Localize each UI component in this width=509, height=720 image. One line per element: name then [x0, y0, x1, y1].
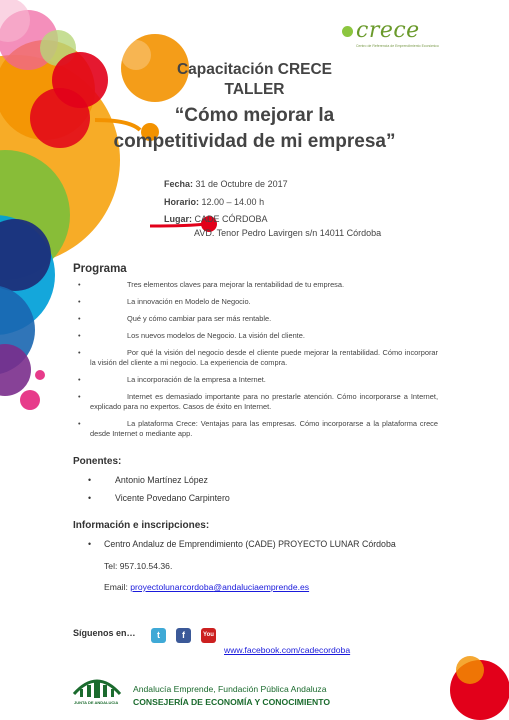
list-item: • Internet es demasiado importante para no prestarle atención. Cómo incorporarse a Internet, explicado para no expertos. Casos de éxito en Internet. [78, 392, 438, 411]
email-label: Email: [104, 582, 131, 592]
speaker-name: Antonio Martínez López [115, 475, 208, 485]
list-item: • Por qué la visión del negocio desde el cliente puede mejorar la rentabilidad. Cómo incorporar la visión del cliente a mi negocio. La experiencia de compra. [78, 348, 438, 367]
bullet-icon: • [88, 539, 92, 549]
speaker-name: Vicente Povedano Carpintero [115, 493, 230, 503]
contact-center: Centro Andaluz de Emprendimiento (CADE) PROYECTO LUNAR Córdoba [104, 539, 396, 549]
email-link[interactable]: proyectolunarcordoba@andaluciaemprende.es [130, 582, 310, 592]
twitter-icon[interactable]: t [151, 628, 166, 643]
bullet-icon: • [78, 419, 81, 428]
crece-logo [340, 20, 440, 50]
bullet-icon: • [78, 297, 81, 306]
list-item: • La incorporación de la empresa a Internet. [78, 375, 266, 384]
facebook-icon[interactable]: f [176, 628, 191, 643]
bullet-icon: • [78, 348, 81, 357]
programa-list [78, 280, 438, 446]
ponentes-heading: Ponentes: [73, 456, 122, 467]
logo-dot-icon [342, 26, 353, 37]
bullet-icon: • [78, 314, 81, 323]
event-title-line3: “Cómo mejorar la [174, 105, 335, 126]
contact-heading: Información e inscripciones: [73, 520, 210, 531]
event-title-line2: TALLER [224, 81, 285, 98]
bullet-icon: • [78, 331, 81, 340]
event-title-line1: Capacitación CRECE [176, 61, 333, 78]
time-value: 12.00 – 14.00 h [199, 197, 265, 207]
programa-heading: Programa [73, 263, 127, 275]
bullet-icon: • [88, 493, 92, 503]
date-label: Fecha: [164, 179, 194, 189]
list-item: • Qué y cómo cambiar para ser más rentable. [78, 314, 272, 323]
social-heading: Síguenos en… [73, 628, 136, 638]
list-item: • La innovación en Modelo de Negocio. [78, 297, 251, 306]
bullet-icon: • [78, 392, 81, 401]
junta-andalucia-logo [70, 672, 124, 712]
event-title-line4: competitividad de mi empresa” [113, 131, 396, 152]
footer-line1: Andalucía Emprende, Fundación Pública Andaluza [133, 684, 327, 694]
facebook-link[interactable]: www.facebook.com/cadecordoba [224, 645, 351, 655]
logo-subtitle: Centro de Referencia de Emprendimiento Económico [356, 44, 439, 48]
date-value: 31 de Octubre de 2017 [193, 179, 288, 189]
list-item: • Los nuevos modelos de Negocio. La visión del cliente. [78, 331, 305, 340]
place-value: CADE CÓRDOBA [192, 214, 268, 224]
list-item: • Tres elementos claves para mejorar la rentabilidad de tu empresa. [78, 280, 345, 289]
event-address: AVD. Tenor Pedro Lavirgen s/n 14011 Córdoba [194, 228, 382, 238]
logo-text: crece [356, 18, 420, 43]
list-item: • La plataforma Crece: Ventajas para las empresas. Cómo incorporarse a la plataforma crece desde Internet o mediante app. [78, 419, 438, 438]
junta-label: JUNTA DE ANDALUCIA [74, 700, 119, 705]
place-label: Lugar: [164, 214, 192, 224]
event-place [164, 214, 268, 224]
contact-email [104, 582, 309, 592]
event-date [164, 179, 288, 189]
bullet-icon: • [88, 475, 92, 485]
contact-phone: Tel: 957.10.54.36. [104, 561, 173, 571]
event-time [164, 197, 264, 207]
footer-line2: CONSEJERÍA DE ECONOMÍA Y CONOCIMIENTO [133, 697, 331, 707]
time-label: Horario: [164, 197, 200, 207]
youtube-icon[interactable]: You [201, 628, 216, 643]
bullet-icon: • [78, 280, 81, 289]
bullet-icon: • [78, 375, 81, 384]
